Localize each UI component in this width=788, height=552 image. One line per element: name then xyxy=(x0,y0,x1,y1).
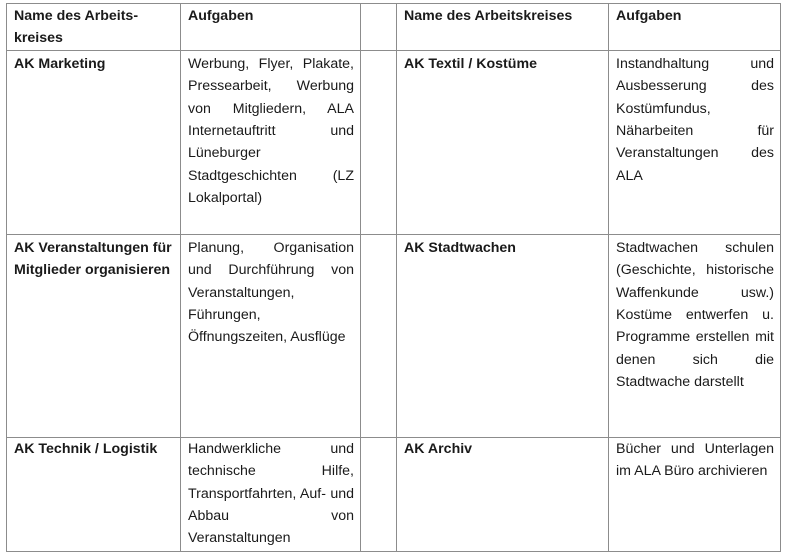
group-name-cell xyxy=(397,437,609,551)
header-tasks-right xyxy=(609,4,781,51)
group-name-cell xyxy=(397,234,609,437)
group-name: AK Technik / Logistik xyxy=(14,440,158,457)
group-tasks: Handwerkliche und technische Hilfe, Transportfahrten, Auf- und Abbau von Veranstaltungen xyxy=(188,440,354,547)
group-tasks-cell xyxy=(181,50,361,234)
group-tasks: Werbung, Flyer, Plakate, Pressearbeit, Werbung von Mitgliedern, ALA Internetauftritt und Lüneburger Stadtgeschichten (LZ Lokalportal) xyxy=(188,55,354,207)
group-name-cell xyxy=(7,50,181,234)
table-row xyxy=(7,437,781,551)
group-name: AK Stadtwachen xyxy=(404,239,516,256)
group-name: AK Archiv xyxy=(404,440,473,457)
group-tasks: Instandhaltung und Ausbesserung des Kostümfundus, Näharbeiten für Veranstaltungen des ALA xyxy=(616,55,774,184)
spacer-column xyxy=(361,4,397,51)
group-tasks-cell xyxy=(609,437,781,551)
group-tasks-cell xyxy=(609,50,781,234)
header-name-right-text: Name des Arbeitskreises xyxy=(404,8,573,24)
group-name: AK Veranstaltungen für Mitglieder organisieren xyxy=(14,239,172,279)
spacer-cell xyxy=(361,234,397,437)
table-row xyxy=(7,234,781,437)
working-groups-table xyxy=(6,3,781,552)
group-name-cell xyxy=(7,437,181,551)
group-tasks: Planung, Organisation und Durchführung von Veranstaltungen, Führungen, Öffnungszeiten, Ausflüge xyxy=(188,239,354,346)
group-tasks-cell xyxy=(181,437,361,551)
table-header-row xyxy=(7,4,781,51)
group-tasks-cell xyxy=(181,234,361,437)
header-tasks-left-text: Aufgaben xyxy=(188,8,254,24)
group-tasks: Stadtwachen schulen (Geschichte, historische Waffenkunde usw.) Kostüme entwerfen u. Programme erstellen mit denen sich die Stadtwache darstellt xyxy=(616,239,774,391)
group-tasks: Bücher und Unterlagen im ALA Büro archivieren xyxy=(616,440,774,480)
group-name-cell xyxy=(397,50,609,234)
header-tasks-right-text: Aufgaben xyxy=(616,8,682,24)
group-name-cell xyxy=(7,234,181,437)
header-name-left xyxy=(7,4,181,51)
group-name: AK Marketing xyxy=(14,55,106,72)
spacer-cell xyxy=(361,50,397,234)
header-name-right xyxy=(397,4,609,51)
header-name-left-text: Name des Arbeits-kreises xyxy=(14,8,139,47)
group-name: AK Textil / Kostüme xyxy=(404,55,537,72)
table-row xyxy=(7,50,781,234)
spacer-cell xyxy=(361,437,397,551)
group-tasks-cell xyxy=(609,234,781,437)
header-tasks-left xyxy=(181,4,361,51)
